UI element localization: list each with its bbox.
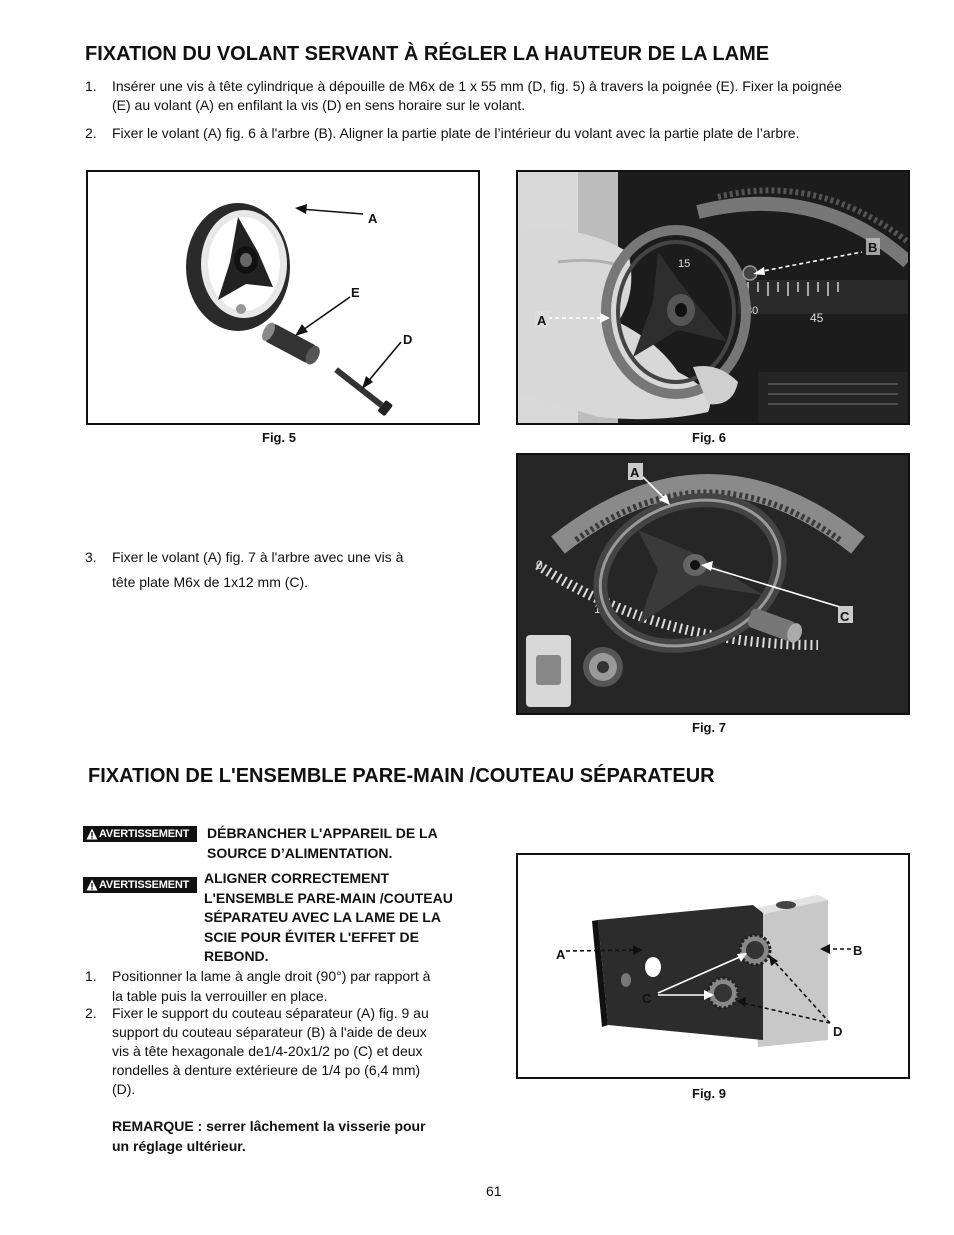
label-c: C [840, 609, 850, 624]
figure-6 [516, 170, 910, 425]
warning-line: L'ENSEMBLE PARE-MAIN /COUTEAU [204, 889, 453, 906]
note-remarque [112, 1116, 426, 1156]
step-2 [85, 124, 915, 144]
note-line: REMARQUE : serrer lâchement la visserie pour [112, 1118, 426, 1134]
step-text-line: Insérer une vis à tête cylindrique à dépouille de M6x de 1 x 55 mm (D, fig. 5) à travers la poignée (E). Fixer la poignée [112, 78, 842, 94]
step-text-line: vis à tête hexagonale de1/4-20x1/2 po (C) et deux [112, 1043, 423, 1059]
label-c: C [642, 991, 652, 1006]
label-a: A [368, 211, 378, 226]
warning-1-text [207, 824, 438, 863]
scale-number: 15 [678, 258, 691, 270]
label-d: D [833, 1024, 843, 1039]
figure-5 [86, 170, 480, 425]
step-text-line: Positionner la lame à angle droit (90°) par rapport à [112, 968, 431, 984]
warning-line: SOURCE D’ALIMENTATION. [207, 844, 393, 861]
warning-triangle-icon [86, 879, 98, 891]
warning-badge [83, 877, 197, 893]
warning-badge [83, 826, 197, 842]
warning-line: ALIGNER CORRECTEMENT [204, 870, 390, 886]
scale-number: 0 [536, 558, 543, 572]
label-e: E [351, 285, 360, 300]
step-number: 3. [85, 549, 97, 565]
warning-line: SCIE POUR ÉVITER L'EFFET DE [204, 928, 419, 945]
step-guard-1 [85, 966, 475, 1006]
warning-2-text [204, 869, 453, 967]
label-b: B [853, 943, 863, 958]
step-text-line: Fixer le volant (A) fig. 6 à l'arbre (B). Aligner la partie plate de l’intérieur du volant avec la partie plate de l’arbre. [112, 125, 800, 141]
warning-badge-text: AVERTISSEMENT [99, 828, 190, 840]
figure-9 [516, 853, 910, 1079]
caption-fig-6: Fig. 6 [692, 430, 726, 445]
warning-triangle-icon [86, 828, 98, 840]
label-b: B [868, 240, 878, 255]
label-a: A [537, 313, 547, 328]
step-text-line: support du couteau séparateur (B) à l'aide de deux [112, 1024, 427, 1040]
section-title-guard-assembly: FIXATION DE L'ENSEMBLE PARE-MAIN /COUTEAU SÉPARATEUR [88, 765, 715, 787]
step-text-line: rondelles à denture extérieure de 1/4 po (6,4 mm) [112, 1062, 421, 1078]
scale-number: 45 [810, 311, 824, 325]
label-a: A [556, 947, 566, 962]
step-number: 1. [85, 78, 97, 94]
step-text-line: Fixer le volant (A) fig. 7 à l'arbre avec une vis à [112, 549, 404, 565]
wheel-on-shaft-photo [518, 172, 908, 423]
step-text-line: tête plate M6x de 1x12 mm (C). [112, 574, 309, 590]
scale-number: 15 [594, 602, 608, 616]
warning-line: SÉPARATEU AVEC LA LAME DE LA [204, 909, 441, 925]
wheel-fixed-with-screw-photo [518, 455, 908, 713]
caption-fig-5: Fig. 5 [262, 430, 296, 445]
step-number: 1. [85, 968, 97, 984]
handwheel-parts-illustration [88, 172, 478, 423]
step-text-line: (D). [112, 1081, 136, 1097]
scale-number: 30 [746, 305, 759, 317]
step-number: 2. [85, 1005, 97, 1021]
label-a: A [630, 465, 640, 480]
step-text-line: Fixer le support du couteau séparateur (A) fig. 9 au [112, 1005, 429, 1021]
step-text-line: (E) au volant (A) en enfilant la vis (D) en sens horaire sur le volant. [112, 97, 526, 113]
caption-fig-9: Fig. 9 [692, 1086, 726, 1101]
step-number: 2. [85, 125, 97, 141]
warning-badge-text: AVERTISSEMENT [99, 879, 190, 891]
section-title-handwheel: FIXATION DU VOLANT SERVANT À RÉGLER LA HAUTEUR DE LA LAME [85, 43, 770, 65]
caption-fig-7: Fig. 7 [692, 720, 726, 735]
warning-line: REBOND. [204, 948, 269, 964]
step-guard-2 [85, 1004, 475, 1104]
step-text-line: la table puis la verrouiller en place. [112, 988, 328, 1004]
note-line: un réglage ultérieur. [112, 1138, 246, 1154]
step-3 [85, 545, 485, 595]
figure-7 [516, 453, 910, 715]
page-number: 61 [486, 1183, 502, 1199]
guard-bracket-illustration [518, 855, 908, 1077]
label-d: D [403, 332, 413, 347]
step-1 [85, 77, 915, 117]
warning-line: DÉBRANCHER L'APPAREIL DE LA [207, 825, 438, 841]
